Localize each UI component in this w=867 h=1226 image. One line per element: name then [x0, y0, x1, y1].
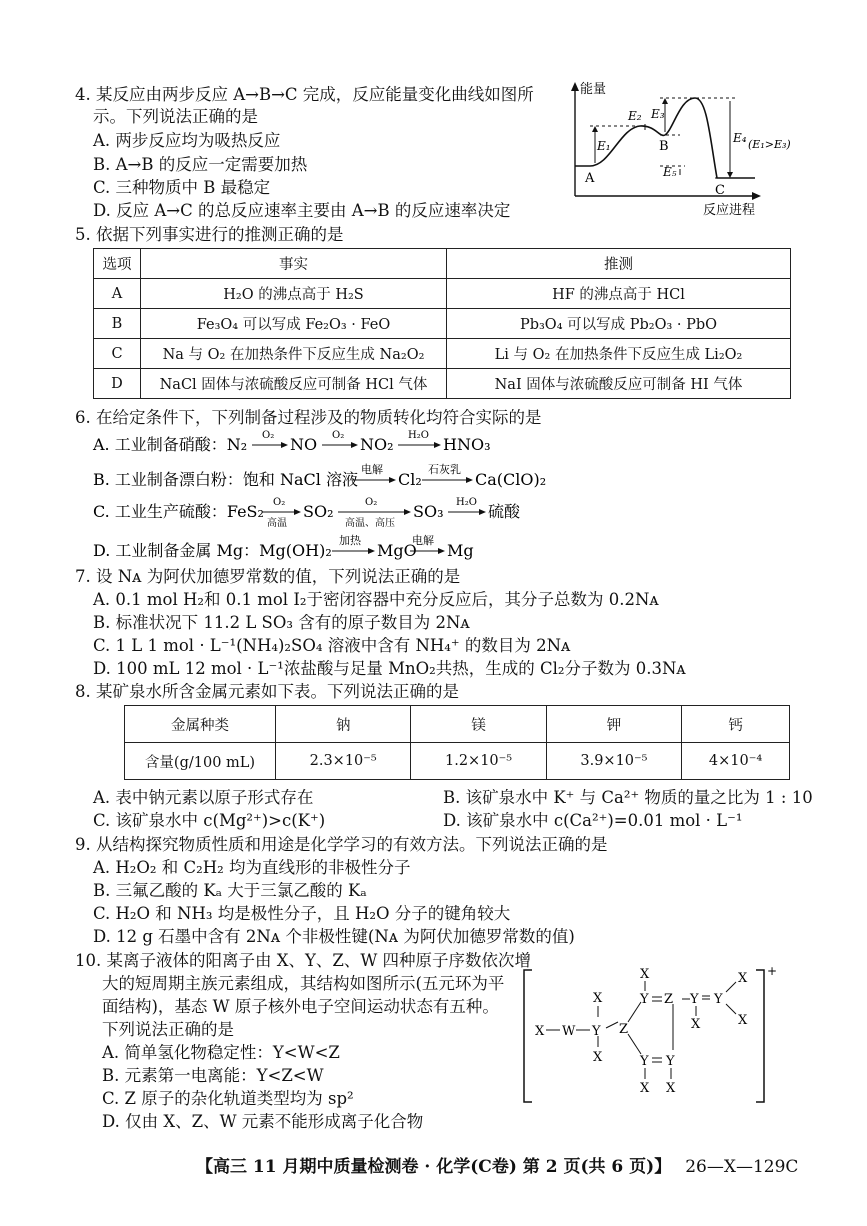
- atom-z: Z: [664, 992, 674, 1007]
- q5-cell: Pb₃O₄ 可以写成 Pb₂O₃ · PbO: [447, 309, 791, 339]
- atom-y: Y: [714, 992, 723, 1007]
- table-row: [125, 743, 790, 780]
- atom-y: Y: [640, 1054, 649, 1069]
- q5-header-option: 选项: [94, 249, 141, 279]
- q5-header-fact: 事实: [141, 249, 447, 279]
- q6-c-prefix: C. 工业生产硫酸：FeS₂: [93, 502, 264, 521]
- graph-e2: E₂: [628, 109, 642, 123]
- q4-energy-graph: [555, 78, 805, 220]
- q10-stem-line4: 下列说法正确的是: [102, 1020, 234, 1039]
- q8-header-k: 钾: [546, 706, 681, 743]
- atom-x: X: [535, 1024, 545, 1039]
- q6-a-cond3: H₂O: [408, 430, 429, 441]
- q6-a-cond1: O₂: [262, 430, 275, 441]
- atom-x: X: [691, 1017, 701, 1032]
- q6-d-s1: MgO: [377, 541, 417, 560]
- atom-x: X: [738, 1013, 748, 1028]
- atom-x: X: [640, 1081, 650, 1096]
- q6-c-cond1-top: O₂: [273, 497, 286, 508]
- q9-option-a: A. H₂O₂ 和 C₂H₂ 均为直线形的非极性分子: [93, 858, 411, 877]
- q5-cell: HF 的沸点高于 HCl: [447, 279, 791, 309]
- atom-z: Z: [619, 1022, 629, 1037]
- q6-b-prefix: B. 工业制备漂白粉：饱和 NaCl 溶液: [93, 470, 359, 489]
- q6-d-s2: Mg: [447, 541, 474, 560]
- q8-value-ca: 4×10⁻⁴: [682, 743, 790, 780]
- q8-option-c: C. 该矿泉水中 c(Mg²⁺)>c(K⁺): [93, 811, 326, 830]
- structure-charge: +: [767, 964, 778, 978]
- graph-e1: E₁: [597, 139, 611, 153]
- q7-option-a: A. 0.1 mol H₂和 0.1 mol I₂于密闭容器中充分反应后，其分子总数为 0.2Nᴀ: [93, 590, 659, 609]
- q9-option-c: C. H₂O 和 NH₃ 均是极性分子，且 H₂O 分子的键角较大: [93, 904, 511, 923]
- graph-xlabel: 反应进程: [703, 203, 756, 218]
- q6-a-s3: HNO₃: [443, 435, 491, 454]
- q6-c-cond1-bottom: 高温: [267, 518, 287, 529]
- q5-cell: B: [94, 309, 141, 339]
- graph-point-a: A: [585, 171, 595, 186]
- q4-option-d: D. 反应 A→C 的总反应速率主要由 A→B 的反应速率决定: [93, 201, 511, 220]
- q7-option-d: D. 100 mL 12 mol · L⁻¹浓盐酸与足量 MnO₂共热，生成的 Cl₂分子数为 0.3Nᴀ: [93, 659, 686, 678]
- q9-option-d: D. 12 g 石墨中含有 2Nᴀ 个非极性键(Nᴀ 为阿伏加德罗常数的值): [93, 927, 575, 946]
- q6-a-cond2: O₂: [332, 430, 345, 441]
- q6-c-s1: SO₂: [303, 502, 334, 521]
- atom-x: X: [666, 1081, 676, 1096]
- q4-stem-line2: 示。下列说法正确的是: [93, 107, 258, 126]
- table-row: [94, 279, 791, 309]
- q6-b-s2: Ca(ClO)₂: [475, 470, 547, 489]
- q8-value-mg: 1.2×10⁻⁵: [411, 743, 546, 780]
- q10-stem-line3: 面结构)，基态 W 原子核外电子空间运动状态有五种。: [102, 997, 499, 1016]
- atom-y: Y: [690, 992, 699, 1007]
- graph-e5: E₅: [663, 165, 677, 179]
- q8-header-ca: 钙: [682, 706, 790, 743]
- q6-b-cond2: 石灰乳: [428, 463, 461, 476]
- graph-condition: (E₁>E₃): [748, 138, 791, 151]
- q10-option-a: A. 简单氢化物稳定性：Y<W<Z: [102, 1043, 340, 1062]
- atom-x: X: [593, 1050, 603, 1065]
- q5-cell: Li 与 O₂ 在加热条件下反应生成 Li₂O₂: [447, 339, 791, 369]
- q5-cell: Fe₃O₄ 可以写成 Fe₂O₃ · FeO: [141, 309, 447, 339]
- q6-stem: 6. 在给定条件下，下列制备过程涉及的物质转化均符合实际的是: [75, 408, 542, 427]
- q6-d-cond2: 电解: [412, 534, 434, 547]
- q6-d-prefix: D. 工业制备金属 Mg：Mg(OH)₂: [93, 541, 332, 560]
- graph-e3: E₃: [651, 107, 665, 121]
- q5-cell: Na 与 O₂ 在加热条件下反应生成 Na₂O₂: [141, 339, 447, 369]
- q5-stem: 5. 依据下列事实进行的推测正确的是: [75, 225, 344, 244]
- graph-point-c: C: [715, 183, 725, 198]
- q6-c-cond2-top: O₂: [365, 497, 378, 508]
- footer-code: 26—X—129C: [685, 1157, 799, 1177]
- atom-x: X: [593, 991, 603, 1006]
- q8-row-label: 含量(g/100 mL): [125, 743, 276, 780]
- atom-y: Y: [666, 1054, 675, 1069]
- footer-text: 【高三 11 月期中质量检测卷 · 化学(C卷) 第 2 页(共 6 页)】: [196, 1157, 672, 1177]
- q8-stem: 8. 某矿泉水所含金属元素如下表。下列说法正确的是: [75, 682, 459, 701]
- q10-option-c: C. Z 原子的杂化轨道类型均为 sp²: [102, 1089, 354, 1108]
- q5-cell: C: [94, 339, 141, 369]
- q8-option-a: A. 表中钠元素以原子形式存在: [93, 788, 314, 807]
- q8-table: [124, 705, 790, 780]
- graph-point-b: B: [659, 139, 669, 154]
- q6-a-s2: NO₂: [360, 435, 394, 454]
- atom-w: W: [562, 1024, 576, 1039]
- q8-header-mg: 镁: [411, 706, 546, 743]
- q4-option-b: B. A→B 的反应一定需要加热: [93, 155, 308, 174]
- table-row: [94, 309, 791, 339]
- q10-stem-line1: 10. 某离子液体的阳离子由 X、Y、Z、W 四种原子序数依次增: [75, 951, 532, 970]
- q6-c-cond2-bottom: 高温、高压: [345, 518, 395, 529]
- q7-option-c: C. 1 L 1 mol · L⁻¹(NH₄)₂SO₄ 溶液中含有 NH₄⁺ 的数目为 2Nᴀ: [93, 636, 571, 655]
- q9-stem: 9. 从结构探究物质性质和用途是化学学习的有效方法。下列说法正确的是: [75, 835, 608, 854]
- q5-header-inference: 推测: [447, 249, 791, 279]
- q8-header-na: 钠: [276, 706, 411, 743]
- graph-ylabel: 能量: [580, 82, 607, 97]
- atom-x: X: [640, 967, 650, 982]
- q8-option-b: B. 该矿泉水中 K⁺ 与 Ca²⁺ 物质的量之比为 1 : 10: [443, 788, 813, 807]
- q4-stem-line1: 4. 某反应由两步反应 A→B→C 完成，反应能量变化曲线如图所: [75, 85, 534, 104]
- q8-value-k: 3.9×10⁻⁵: [546, 743, 681, 780]
- atom-y: Y: [592, 1024, 601, 1039]
- q4-option-a: A. 两步反应均为吸热反应: [93, 131, 281, 150]
- q10-stem-line2: 大的短周期主族元素组成，其结构如图所示(五元环为平: [102, 974, 505, 993]
- q4-option-c: C. 三种物质中 B 最稳定: [93, 178, 271, 197]
- q5-cell: NaCl 固体与浓硫酸反应可制备 HCl 气体: [141, 369, 447, 399]
- q6-c-s2: SO₃: [413, 502, 444, 521]
- page-footer: [196, 1152, 798, 1177]
- q6-d-cond1: 加热: [339, 534, 361, 547]
- q7-option-b: B. 标准状况下 11.2 L SO₃ 含有的原子数目为 2Nᴀ: [93, 613, 470, 632]
- q9-option-b: B. 三氟乙酸的 Kₐ 大于三氯乙酸的 Kₐ: [93, 881, 367, 900]
- table-row: [94, 339, 791, 369]
- q7-stem: 7. 设 Nᴀ 为阿伏加德罗常数的值，下列说法正确的是: [75, 567, 461, 586]
- q6-options: [90, 428, 650, 568]
- atom-x: X: [738, 971, 748, 986]
- q6-b-s1: Cl₂: [398, 470, 422, 489]
- q5-cell: D: [94, 369, 141, 399]
- q5-cell: H₂O 的沸点高于 H₂S: [141, 279, 447, 309]
- q10-structure: [518, 962, 788, 1112]
- q6-a-prefix: A. 工业制备硝酸：N₂: [93, 435, 248, 454]
- q6-b-cond1: 电解: [361, 463, 383, 476]
- q6-c-cond3: H₂O: [456, 497, 477, 508]
- q6-a-s1: NO: [290, 435, 318, 454]
- q10-option-b: B. 元素第一电离能：Y<Z<W: [102, 1066, 324, 1085]
- graph-e4: E₄: [733, 131, 747, 145]
- atom-y: Y: [640, 992, 649, 1007]
- q10-option-d: D. 仅由 X、Z、W 元素不能形成离子化合物: [102, 1112, 424, 1131]
- q6-c-s3: 硫酸: [488, 502, 521, 521]
- q8-value-na: 2.3×10⁻⁵: [276, 743, 411, 780]
- q5-cell: NaI 固体与浓硫酸反应可制备 HI 气体: [447, 369, 791, 399]
- q8-header-metal: 金属种类: [125, 706, 276, 743]
- q5-cell: A: [94, 279, 141, 309]
- q5-table: [93, 248, 791, 399]
- table-row: [94, 369, 791, 399]
- q8-option-d: D. 该矿泉水中 c(Ca²⁺)=0.01 mol · L⁻¹: [443, 811, 743, 830]
